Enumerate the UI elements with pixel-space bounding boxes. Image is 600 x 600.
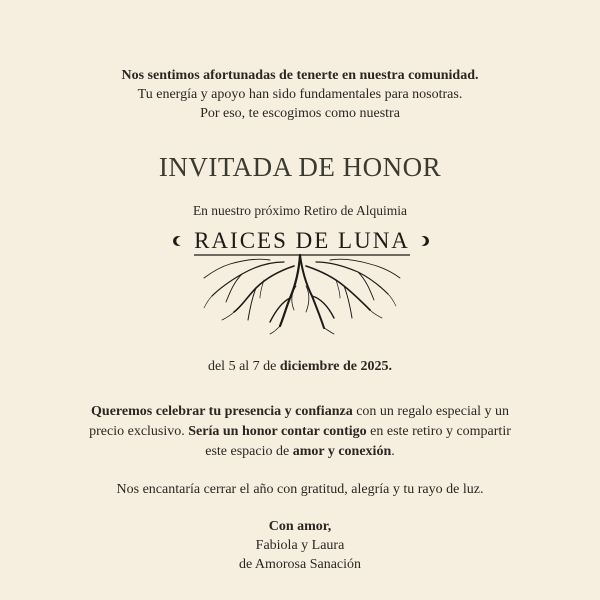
intro-line-2: Tu energía y apoyo han sido fundamentales para nosotras. xyxy=(137,87,463,102)
signature xyxy=(0,517,600,574)
body-bold-3: Sería un honor contar contigo xyxy=(188,424,367,439)
intro-text xyxy=(0,66,600,123)
signature-names: Fabiola y Laura xyxy=(255,538,345,553)
logo-name: RAICES DE LUNA xyxy=(194,228,410,253)
honor-title: INVITADA DE HONOR xyxy=(158,152,442,182)
event-dates xyxy=(0,359,600,375)
body-text-4: en este retiro y compartir este espacio de xyxy=(205,424,511,459)
signature-org: de Amorosa Sanación xyxy=(238,557,362,572)
body-text-6: . xyxy=(391,444,395,459)
body-bold-5: amor y conexión xyxy=(292,444,392,459)
retreat-logo xyxy=(172,226,432,336)
dates-emphasis: diciembre de 2025. xyxy=(279,359,393,374)
signature-greeting: Con amor, xyxy=(268,519,332,534)
intro-line-1: Nos sentimos afortunadas de tenerte en nuestra comunidad. xyxy=(121,68,479,83)
body-text-2: con un regalo especial y un precio exclusivo. xyxy=(89,404,509,439)
retreat-intro: En nuestro próximo Retiro de Alquimia xyxy=(192,203,408,218)
body-paragraph xyxy=(80,402,520,462)
body-bold-1: Queremos celebrar tu presencia y confianza xyxy=(91,404,353,419)
intro-line-3: Por eso, te escogimos como nuestra xyxy=(200,106,400,121)
dates-prefix: del 5 al 7 de xyxy=(207,359,280,374)
closing-line: Nos encantaría cerrar el año con gratitud, alegría y tu rayo de luz. xyxy=(116,482,484,497)
